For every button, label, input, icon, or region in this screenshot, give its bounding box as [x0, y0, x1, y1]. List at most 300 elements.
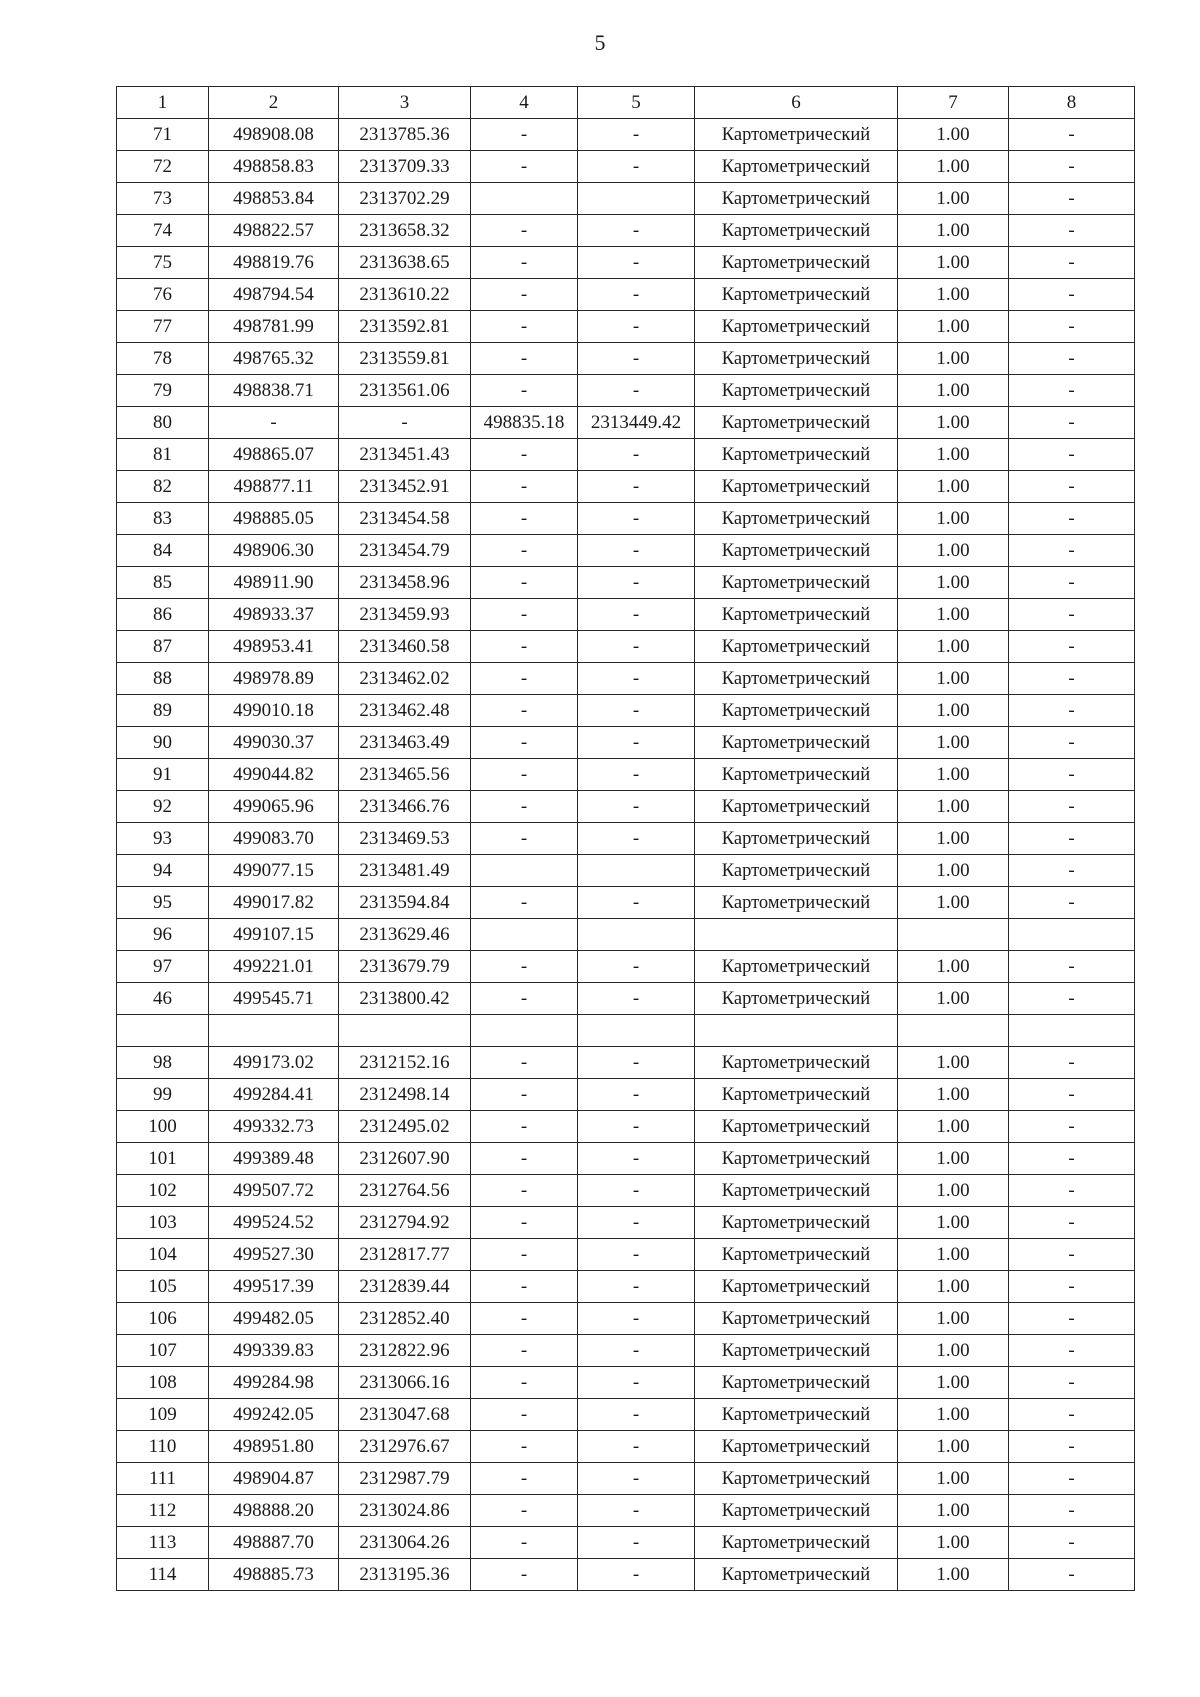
- point-number-cell: 77: [117, 311, 209, 343]
- new-y-cell: -: [578, 1463, 695, 1495]
- table-row: [117, 1463, 1135, 1495]
- new-x-cell: -: [471, 151, 578, 183]
- x-coordinate-cell: 499527.30: [209, 1239, 339, 1271]
- accuracy-cell: 1.00: [898, 1463, 1009, 1495]
- table-row: [117, 151, 1135, 183]
- x-coordinate-cell: 499173.02: [209, 1047, 339, 1079]
- new-y-cell: [578, 1015, 695, 1047]
- point-number-cell: 88: [117, 663, 209, 695]
- y-coordinate-cell: 2313458.96: [339, 567, 471, 599]
- method-cell: [695, 1015, 898, 1047]
- note-cell: -: [1009, 631, 1135, 663]
- accuracy-cell: 1.00: [898, 1335, 1009, 1367]
- note-cell: -: [1009, 983, 1135, 1015]
- y-coordinate-cell: 2313451.43: [339, 439, 471, 471]
- method-cell: Картометрический: [695, 1271, 898, 1303]
- y-coordinate-cell: 2312495.02: [339, 1111, 471, 1143]
- y-coordinate-cell: 2312498.14: [339, 1079, 471, 1111]
- new-y-cell: -: [578, 151, 695, 183]
- method-cell: Картометрический: [695, 1559, 898, 1591]
- accuracy-cell: 1.00: [898, 1303, 1009, 1335]
- table-row: [117, 375, 1135, 407]
- table-row: [117, 119, 1135, 151]
- y-coordinate-cell: 2313462.02: [339, 663, 471, 695]
- point-number-cell: 73: [117, 183, 209, 215]
- accuracy-cell: 1.00: [898, 983, 1009, 1015]
- new-x-cell: -: [471, 791, 578, 823]
- y-coordinate-cell: 2312976.67: [339, 1431, 471, 1463]
- point-number-cell: 82: [117, 471, 209, 503]
- column-header: 3: [339, 87, 471, 119]
- table-row: [117, 919, 1135, 951]
- accuracy-cell: 1.00: [898, 375, 1009, 407]
- x-coordinate-cell: 499030.37: [209, 727, 339, 759]
- new-y-cell: -: [578, 439, 695, 471]
- new-x-cell: -: [471, 983, 578, 1015]
- new-y-cell: -: [578, 215, 695, 247]
- point-number-cell: 84: [117, 535, 209, 567]
- x-coordinate-cell: 499284.41: [209, 1079, 339, 1111]
- new-y-cell: -: [578, 1303, 695, 1335]
- new-x-cell: -: [471, 1047, 578, 1079]
- method-cell: Картометрический: [695, 727, 898, 759]
- note-cell: -: [1009, 1367, 1135, 1399]
- x-coordinate-cell: 498911.90: [209, 567, 339, 599]
- accuracy-cell: 1.00: [898, 151, 1009, 183]
- accuracy-cell: 1.00: [898, 951, 1009, 983]
- accuracy-cell: 1.00: [898, 1527, 1009, 1559]
- y-coordinate-cell: 2313785.36: [339, 119, 471, 151]
- x-coordinate-cell: 498877.11: [209, 471, 339, 503]
- accuracy-cell: [898, 919, 1009, 951]
- y-coordinate-cell: 2313594.84: [339, 887, 471, 919]
- x-coordinate-cell: 499507.72: [209, 1175, 339, 1207]
- new-x-cell: -: [471, 279, 578, 311]
- point-number-cell: 74: [117, 215, 209, 247]
- x-coordinate-cell: 498838.71: [209, 375, 339, 407]
- table-row: [117, 823, 1135, 855]
- x-coordinate-cell: 498887.70: [209, 1527, 339, 1559]
- method-cell: Картометрический: [695, 823, 898, 855]
- table-row: [117, 1239, 1135, 1271]
- note-cell: -: [1009, 503, 1135, 535]
- table-row: [117, 951, 1135, 983]
- y-coordinate-cell: 2313463.49: [339, 727, 471, 759]
- method-cell: Картометрический: [695, 983, 898, 1015]
- new-y-cell: -: [578, 631, 695, 663]
- new-y-cell: -: [578, 343, 695, 375]
- table-row: [117, 503, 1135, 535]
- column-header: 8: [1009, 87, 1135, 119]
- y-coordinate-cell: 2312822.96: [339, 1335, 471, 1367]
- note-cell: -: [1009, 1143, 1135, 1175]
- new-y-cell: -: [578, 1111, 695, 1143]
- point-number-cell: 96: [117, 919, 209, 951]
- new-x-cell: -: [471, 951, 578, 983]
- new-x-cell: -: [471, 1239, 578, 1271]
- table-header-row: [117, 87, 1135, 119]
- point-number-cell: 80: [117, 407, 209, 439]
- method-cell: Картометрический: [695, 663, 898, 695]
- table-row: [117, 1335, 1135, 1367]
- x-coordinate-cell: 498853.84: [209, 183, 339, 215]
- y-coordinate-cell: 2313658.32: [339, 215, 471, 247]
- new-x-cell: -: [471, 375, 578, 407]
- method-cell: Картометрический: [695, 631, 898, 663]
- new-y-cell: -: [578, 1271, 695, 1303]
- accuracy-cell: 1.00: [898, 311, 1009, 343]
- table-row: [117, 439, 1135, 471]
- note-cell: -: [1009, 279, 1135, 311]
- y-coordinate-cell: 2313462.48: [339, 695, 471, 727]
- new-y-cell: -: [578, 503, 695, 535]
- accuracy-cell: 1.00: [898, 1239, 1009, 1271]
- y-coordinate-cell: 2312152.16: [339, 1047, 471, 1079]
- new-x-cell: -: [471, 1559, 578, 1591]
- accuracy-cell: 1.00: [898, 1175, 1009, 1207]
- x-coordinate-cell: 498819.76: [209, 247, 339, 279]
- y-coordinate-cell: 2313709.33: [339, 151, 471, 183]
- new-x-cell: -: [471, 1399, 578, 1431]
- table-row: [117, 631, 1135, 663]
- note-cell: -: [1009, 1335, 1135, 1367]
- column-header: 6: [695, 87, 898, 119]
- method-cell: Картометрический: [695, 1079, 898, 1111]
- accuracy-cell: 1.00: [898, 887, 1009, 919]
- x-coordinate-cell: 499332.73: [209, 1111, 339, 1143]
- y-coordinate-cell: 2313466.76: [339, 791, 471, 823]
- new-y-cell: -: [578, 567, 695, 599]
- method-cell: Картометрический: [695, 471, 898, 503]
- table-row: [117, 183, 1135, 215]
- note-cell: -: [1009, 1559, 1135, 1591]
- new-x-cell: -: [471, 1367, 578, 1399]
- method-cell: Картометрический: [695, 759, 898, 791]
- point-number-cell: 98: [117, 1047, 209, 1079]
- new-y-cell: [578, 855, 695, 887]
- accuracy-cell: 1.00: [898, 215, 1009, 247]
- new-y-cell: -: [578, 471, 695, 503]
- table-row: [117, 599, 1135, 631]
- accuracy-cell: 1.00: [898, 823, 1009, 855]
- point-number-cell: 76: [117, 279, 209, 311]
- new-y-cell: -: [578, 727, 695, 759]
- x-coordinate-cell: 499044.82: [209, 759, 339, 791]
- column-header: 1: [117, 87, 209, 119]
- new-x-cell: -: [471, 1495, 578, 1527]
- accuracy-cell: 1.00: [898, 791, 1009, 823]
- column-header: 7: [898, 87, 1009, 119]
- note-cell: -: [1009, 1079, 1135, 1111]
- point-number-cell: 101: [117, 1143, 209, 1175]
- point-number-cell: 91: [117, 759, 209, 791]
- accuracy-cell: 1.00: [898, 1143, 1009, 1175]
- table-row: [117, 1143, 1135, 1175]
- y-coordinate-cell: 2313481.49: [339, 855, 471, 887]
- accuracy-cell: 1.00: [898, 567, 1009, 599]
- method-cell: Картометрический: [695, 1495, 898, 1527]
- new-x-cell: -: [471, 759, 578, 791]
- new-y-cell: -: [578, 1207, 695, 1239]
- new-y-cell: -: [578, 1335, 695, 1367]
- note-cell: -: [1009, 791, 1135, 823]
- method-cell: Картометрический: [695, 951, 898, 983]
- y-coordinate-cell: 2312817.77: [339, 1239, 471, 1271]
- new-y-cell: [578, 919, 695, 951]
- y-coordinate-cell: 2313454.79: [339, 535, 471, 567]
- table-row: [117, 1207, 1135, 1239]
- point-number-cell: 104: [117, 1239, 209, 1271]
- accuracy-cell: 1.00: [898, 535, 1009, 567]
- note-cell: -: [1009, 727, 1135, 759]
- x-coordinate-cell: 498865.07: [209, 439, 339, 471]
- note-cell: -: [1009, 183, 1135, 215]
- x-coordinate-cell: 499065.96: [209, 791, 339, 823]
- note-cell: -: [1009, 951, 1135, 983]
- y-coordinate-cell: 2312607.90: [339, 1143, 471, 1175]
- x-coordinate-cell: 498906.30: [209, 535, 339, 567]
- method-cell: Картометрический: [695, 407, 898, 439]
- column-header: 4: [471, 87, 578, 119]
- note-cell: -: [1009, 823, 1135, 855]
- table-row: [117, 311, 1135, 343]
- point-number-cell: 94: [117, 855, 209, 887]
- new-x-cell: -: [471, 535, 578, 567]
- new-y-cell: -: [578, 695, 695, 727]
- new-x-cell: -: [471, 695, 578, 727]
- accuracy-cell: 1.00: [898, 247, 1009, 279]
- accuracy-cell: 1.00: [898, 1047, 1009, 1079]
- point-number-cell: 102: [117, 1175, 209, 1207]
- new-x-cell: -: [471, 887, 578, 919]
- note-cell: -: [1009, 855, 1135, 887]
- note-cell: -: [1009, 695, 1135, 727]
- new-y-cell: -: [578, 1047, 695, 1079]
- x-coordinate-cell: 498953.41: [209, 631, 339, 663]
- table-row: [117, 1399, 1135, 1431]
- new-y-cell: -: [578, 823, 695, 855]
- new-x-cell: -: [471, 1527, 578, 1559]
- note-cell: -: [1009, 567, 1135, 599]
- accuracy-cell: 1.00: [898, 1207, 1009, 1239]
- method-cell: Картометрический: [695, 1463, 898, 1495]
- table-row: [117, 1271, 1135, 1303]
- point-number-cell: 92: [117, 791, 209, 823]
- method-cell: Картометрический: [695, 247, 898, 279]
- method-cell: Картометрический: [695, 279, 898, 311]
- new-x-cell: -: [471, 1463, 578, 1495]
- accuracy-cell: 1.00: [898, 759, 1009, 791]
- point-number-cell: 112: [117, 1495, 209, 1527]
- point-number-cell: 46: [117, 983, 209, 1015]
- note-cell: -: [1009, 1239, 1135, 1271]
- y-coordinate-cell: 2313559.81: [339, 343, 471, 375]
- new-y-cell: -: [578, 375, 695, 407]
- y-coordinate-cell: 2313459.93: [339, 599, 471, 631]
- note-cell: [1009, 919, 1135, 951]
- new-x-cell: -: [471, 567, 578, 599]
- new-y-cell: -: [578, 1175, 695, 1207]
- point-number-cell: 86: [117, 599, 209, 631]
- accuracy-cell: 1.00: [898, 1431, 1009, 1463]
- new-y-cell: -: [578, 1367, 695, 1399]
- table-row: [117, 1015, 1135, 1047]
- accuracy-cell: 1.00: [898, 1399, 1009, 1431]
- y-coordinate-cell: 2313024.86: [339, 1495, 471, 1527]
- x-coordinate-cell: 499077.15: [209, 855, 339, 887]
- point-number-cell: 114: [117, 1559, 209, 1591]
- table-row: [117, 1111, 1135, 1143]
- new-y-cell: -: [578, 1079, 695, 1111]
- new-x-cell: -: [471, 1431, 578, 1463]
- new-y-cell: -: [578, 311, 695, 343]
- new-y-cell: -: [578, 119, 695, 151]
- note-cell: -: [1009, 1175, 1135, 1207]
- note-cell: -: [1009, 1303, 1135, 1335]
- y-coordinate-cell: 2313610.22: [339, 279, 471, 311]
- y-coordinate-cell: 2313047.68: [339, 1399, 471, 1431]
- y-coordinate-cell: 2313679.79: [339, 951, 471, 983]
- point-number-cell: 85: [117, 567, 209, 599]
- accuracy-cell: 1.00: [898, 1367, 1009, 1399]
- new-y-cell: -: [578, 663, 695, 695]
- y-coordinate-cell: 2313465.56: [339, 759, 471, 791]
- x-coordinate-cell: 499284.98: [209, 1367, 339, 1399]
- column-header: 2: [209, 87, 339, 119]
- new-x-cell: -: [471, 503, 578, 535]
- new-x-cell: -: [471, 1079, 578, 1111]
- note-cell: -: [1009, 887, 1135, 919]
- method-cell: Картометрический: [695, 1303, 898, 1335]
- point-number-cell: 90: [117, 727, 209, 759]
- x-coordinate-cell: 498885.73: [209, 1559, 339, 1591]
- method-cell: Картометрический: [695, 887, 898, 919]
- new-y-cell: -: [578, 983, 695, 1015]
- new-x-cell: -: [471, 599, 578, 631]
- table-row: [117, 567, 1135, 599]
- coordinates-table: [116, 86, 1135, 1591]
- x-coordinate-cell: 499221.01: [209, 951, 339, 983]
- point-number-cell: 107: [117, 1335, 209, 1367]
- table-row: [117, 663, 1135, 695]
- note-cell: -: [1009, 407, 1135, 439]
- new-y-cell: -: [578, 1431, 695, 1463]
- new-x-cell: -: [471, 471, 578, 503]
- accuracy-cell: 1.00: [898, 1079, 1009, 1111]
- new-y-cell: -: [578, 759, 695, 791]
- new-y-cell: -: [578, 535, 695, 567]
- new-y-cell: -: [578, 247, 695, 279]
- new-x-cell: -: [471, 119, 578, 151]
- point-number-cell: 99: [117, 1079, 209, 1111]
- y-coordinate-cell: 2313195.36: [339, 1559, 471, 1591]
- new-y-cell: -: [578, 1399, 695, 1431]
- point-number-cell: 81: [117, 439, 209, 471]
- method-cell: Картометрический: [695, 1431, 898, 1463]
- note-cell: -: [1009, 343, 1135, 375]
- x-coordinate-cell: 499107.15: [209, 919, 339, 951]
- x-coordinate-cell: 499010.18: [209, 695, 339, 727]
- method-cell: Картометрический: [695, 567, 898, 599]
- accuracy-cell: 1.00: [898, 471, 1009, 503]
- point-number-cell: 71: [117, 119, 209, 151]
- note-cell: -: [1009, 439, 1135, 471]
- table-row: [117, 471, 1135, 503]
- accuracy-cell: 1.00: [898, 183, 1009, 215]
- new-x-cell: -: [471, 1207, 578, 1239]
- x-coordinate-cell: 499017.82: [209, 887, 339, 919]
- point-number-cell: 93: [117, 823, 209, 855]
- accuracy-cell: 1.00: [898, 631, 1009, 663]
- table-row: [117, 855, 1135, 887]
- note-cell: -: [1009, 471, 1135, 503]
- new-x-cell: -: [471, 727, 578, 759]
- table-row: [117, 1431, 1135, 1463]
- x-coordinate-cell: 498904.87: [209, 1463, 339, 1495]
- y-coordinate-cell: 2313800.42: [339, 983, 471, 1015]
- table-row: [117, 791, 1135, 823]
- method-cell: Картометрический: [695, 215, 898, 247]
- y-coordinate-cell: 2313066.16: [339, 1367, 471, 1399]
- table-row: [117, 695, 1135, 727]
- note-cell: -: [1009, 1431, 1135, 1463]
- note-cell: -: [1009, 151, 1135, 183]
- new-x-cell: [471, 855, 578, 887]
- point-number-cell: 108: [117, 1367, 209, 1399]
- new-y-cell: -: [578, 791, 695, 823]
- new-x-cell: -: [471, 631, 578, 663]
- x-coordinate-cell: 498765.32: [209, 343, 339, 375]
- new-y-cell: 2313449.42: [578, 407, 695, 439]
- note-cell: -: [1009, 1207, 1135, 1239]
- table-row: [117, 887, 1135, 919]
- x-coordinate-cell: 499083.70: [209, 823, 339, 855]
- new-y-cell: -: [578, 1239, 695, 1271]
- new-y-cell: -: [578, 1527, 695, 1559]
- method-cell: Картометрический: [695, 1175, 898, 1207]
- new-y-cell: -: [578, 887, 695, 919]
- method-cell: Картометрический: [695, 1047, 898, 1079]
- y-coordinate-cell: 2313469.53: [339, 823, 471, 855]
- y-coordinate-cell: [339, 1015, 471, 1047]
- point-number-cell: 106: [117, 1303, 209, 1335]
- x-coordinate-cell: 499389.48: [209, 1143, 339, 1175]
- table-row: [117, 1559, 1135, 1591]
- point-number-cell: 72: [117, 151, 209, 183]
- method-cell: Картометрический: [695, 599, 898, 631]
- point-number-cell: 95: [117, 887, 209, 919]
- new-y-cell: -: [578, 1559, 695, 1591]
- point-number-cell: 109: [117, 1399, 209, 1431]
- new-x-cell: -: [471, 1271, 578, 1303]
- new-x-cell: -: [471, 1143, 578, 1175]
- note-cell: -: [1009, 535, 1135, 567]
- point-number-cell: 103: [117, 1207, 209, 1239]
- method-cell: Картометрический: [695, 1527, 898, 1559]
- accuracy-cell: 1.00: [898, 503, 1009, 535]
- point-number-cell: 75: [117, 247, 209, 279]
- y-coordinate-cell: 2313454.58: [339, 503, 471, 535]
- x-coordinate-cell: 499339.83: [209, 1335, 339, 1367]
- method-cell: Картометрический: [695, 503, 898, 535]
- table-row: [117, 215, 1135, 247]
- new-x-cell: -: [471, 1175, 578, 1207]
- x-coordinate-cell: 498908.08: [209, 119, 339, 151]
- x-coordinate-cell: 498781.99: [209, 311, 339, 343]
- table-row: [117, 759, 1135, 791]
- x-coordinate-cell: 498888.20: [209, 1495, 339, 1527]
- y-coordinate-cell: 2312794.92: [339, 1207, 471, 1239]
